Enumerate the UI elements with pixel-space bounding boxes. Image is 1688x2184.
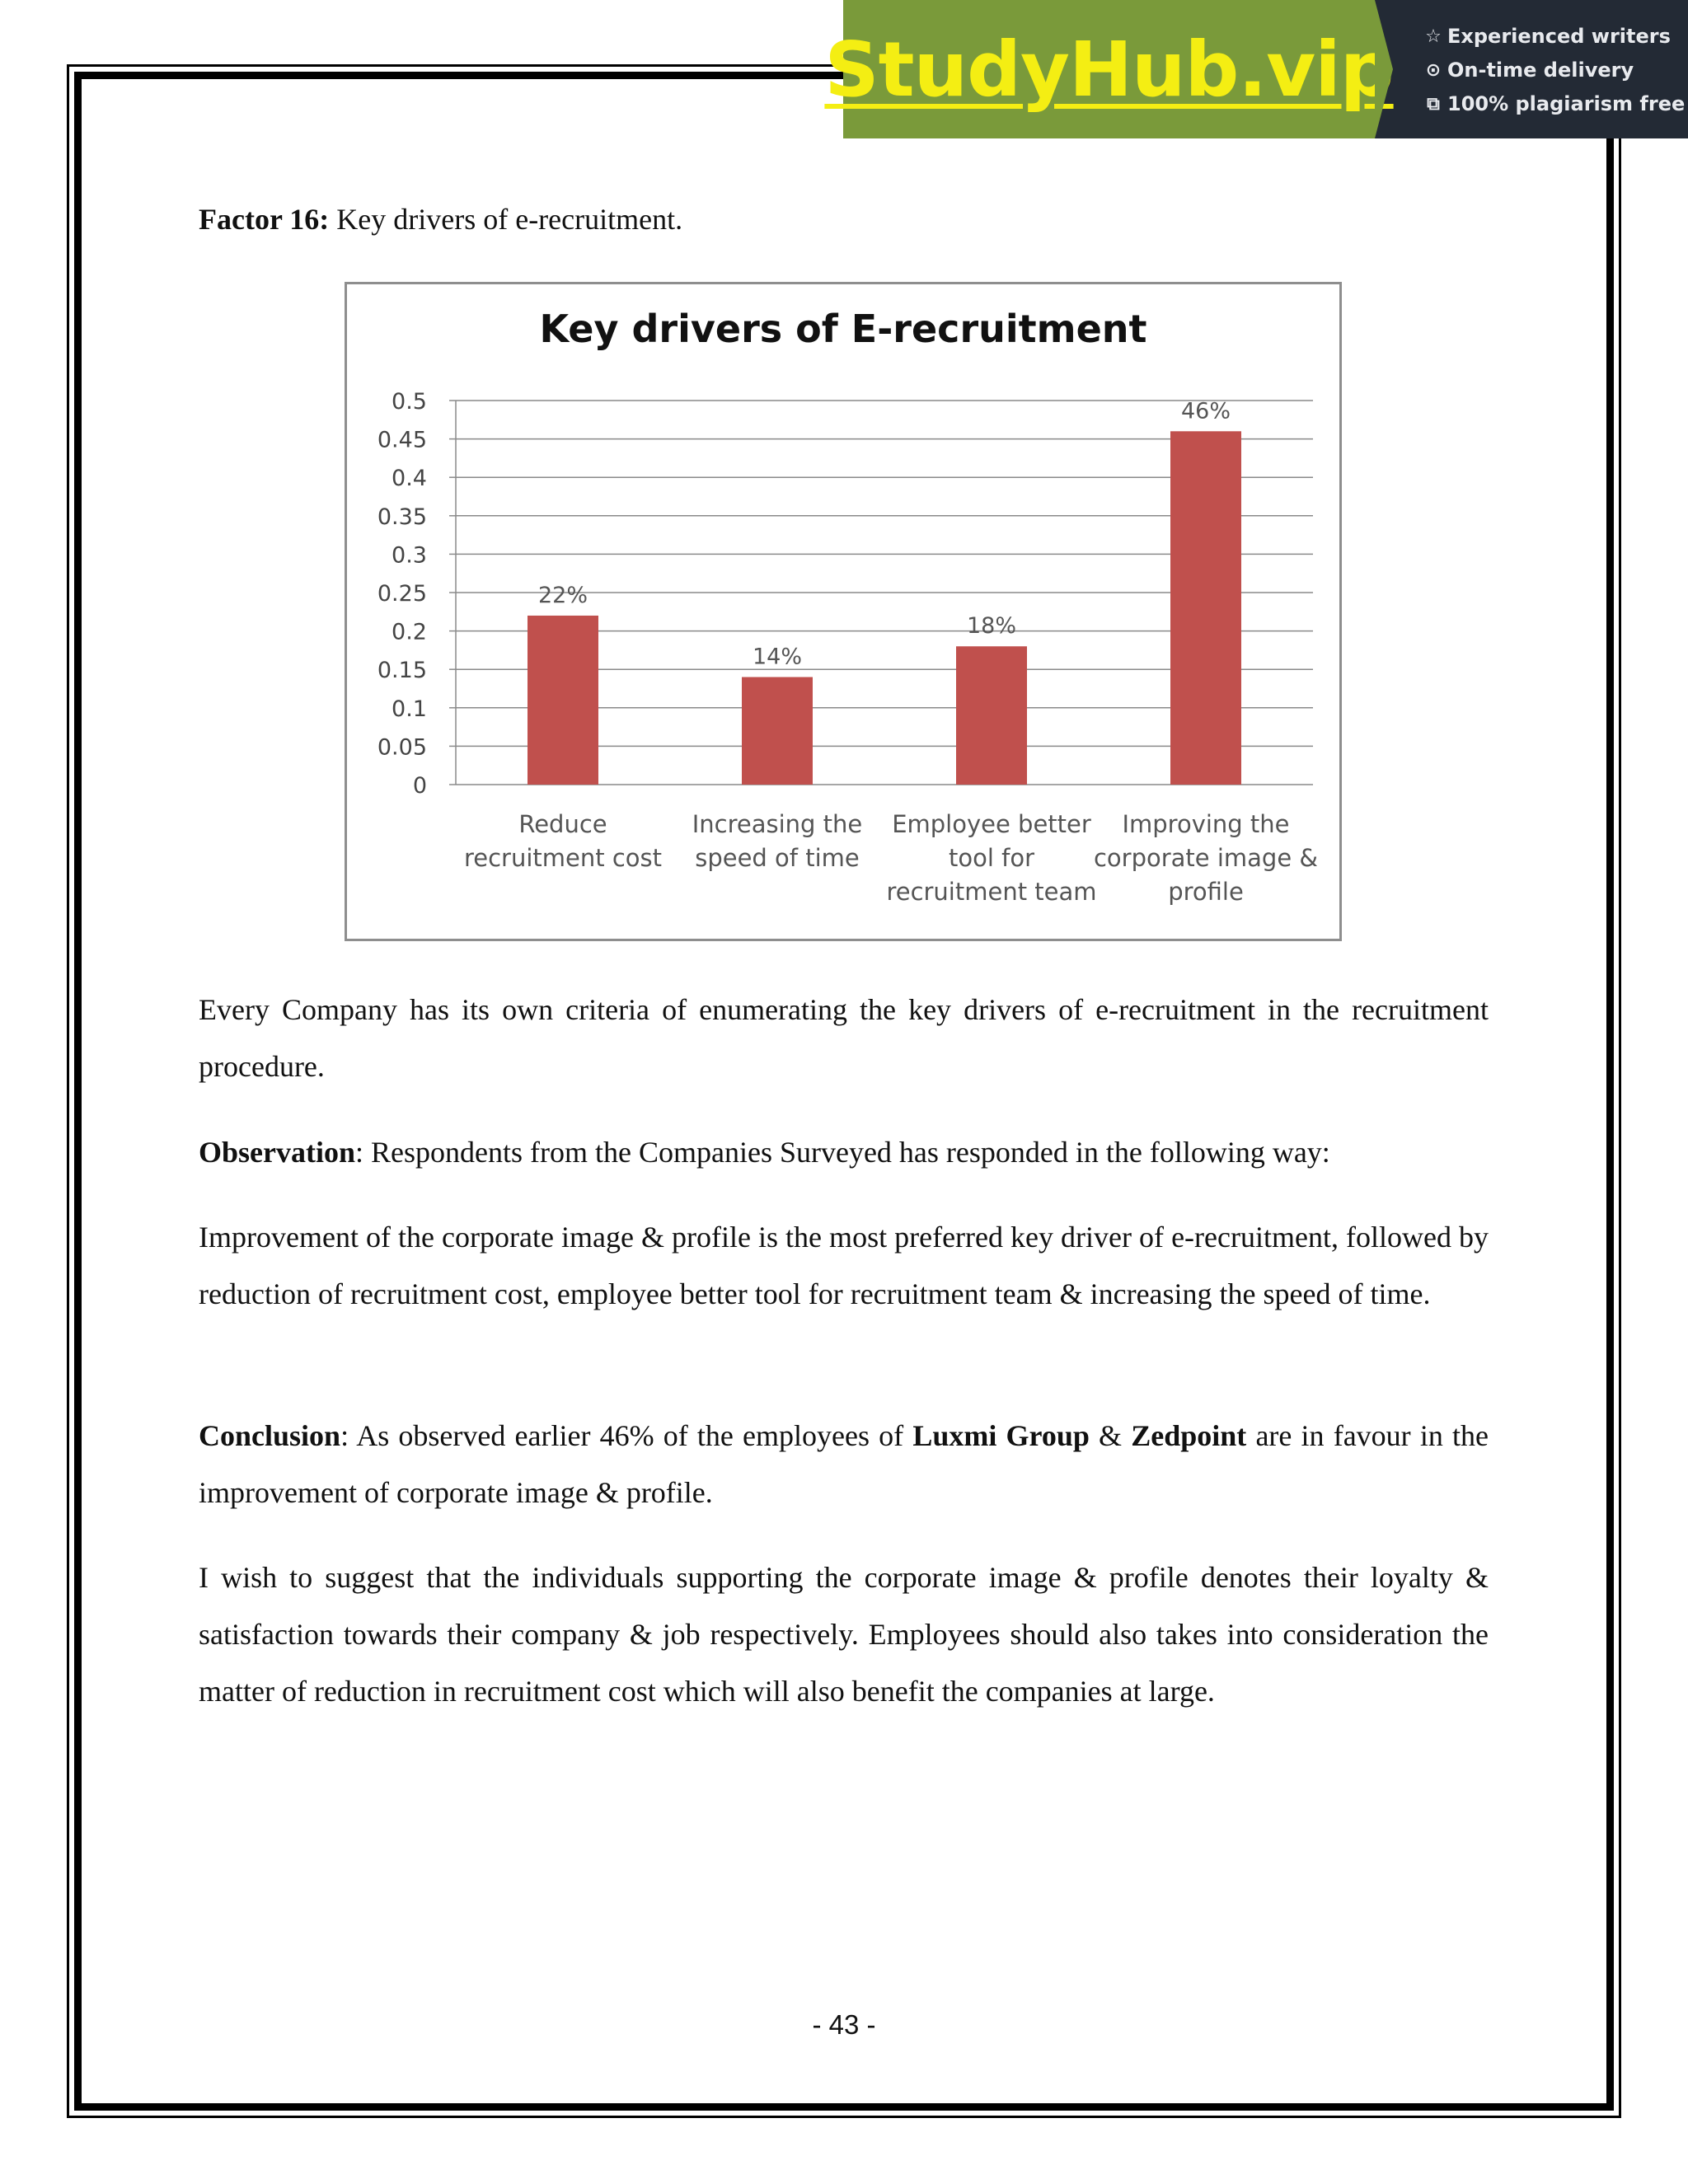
copy-icon: ⧉ xyxy=(1427,94,1440,115)
conclusion-text: are in favour in the improvement of corporate image & profile. xyxy=(199,1419,1489,1509)
paragraph-suggestion-text: I wish to suggest that the individuals supporting the corporate image & profile denotes their loyalty & satisfaction towards their company & job respectively. Employees should also takes into consideration the matter of reduction in recruitment cost which will also benefit the companies at large. xyxy=(199,1561,1489,1708)
y-tick-label: 0.3 xyxy=(392,542,427,569)
factor-heading xyxy=(199,196,682,242)
factor-heading-label: Factor 16: xyxy=(199,203,330,236)
company-name-luxmi: Luxmi Group xyxy=(912,1419,1090,1452)
feature-item xyxy=(1424,54,1688,87)
y-tick-label: 0.1 xyxy=(392,696,427,722)
category-label: Employee better xyxy=(892,810,1091,838)
conclusion-text: & xyxy=(1089,1419,1132,1452)
factor-heading-text: Key drivers of e-recruitment. xyxy=(329,203,683,236)
paragraph-findings xyxy=(199,1209,1489,1323)
category-label: recruitment cost xyxy=(463,844,663,872)
category-label: corporate image & xyxy=(1093,844,1319,872)
conclusion-paragraph xyxy=(199,1408,1489,1521)
bar-chart xyxy=(345,282,1342,941)
feature-item xyxy=(1424,20,1688,54)
clock-icon: ⊙ xyxy=(1425,60,1442,81)
y-tick-label: 0.2 xyxy=(392,619,427,645)
paragraph-intro xyxy=(199,982,1489,1095)
star-icon: ☆ xyxy=(1425,26,1442,47)
category-label: recruitment team xyxy=(886,878,1097,906)
brand-logo[interactable]: StudyHub.vip xyxy=(824,25,1394,114)
y-tick-label: 0.5 xyxy=(392,389,427,415)
observation-paragraph xyxy=(199,1124,1489,1181)
category-label: Improving the xyxy=(1122,810,1290,838)
conclusion-text: : As observed earlier 46% of the employees of xyxy=(340,1419,913,1452)
bar xyxy=(956,646,1027,785)
paragraph-suggestion xyxy=(199,1549,1489,1720)
features-panel xyxy=(1375,0,1688,138)
y-tick-label: 0 xyxy=(412,773,427,799)
category-label: profile xyxy=(1168,878,1244,906)
bar xyxy=(1170,431,1241,785)
observation-label: Observation xyxy=(199,1136,356,1169)
y-tick-label: 0.25 xyxy=(377,581,427,607)
data-label: 22% xyxy=(537,582,588,608)
category-label: Reduce xyxy=(518,810,607,838)
y-tick-label: 0.35 xyxy=(377,504,427,530)
data-label: 46% xyxy=(1180,398,1231,424)
category-label: tool for xyxy=(948,844,1035,872)
y-tick-label: 0.05 xyxy=(377,734,427,761)
bar xyxy=(742,677,813,785)
chart-title: Key drivers of E-recruitment xyxy=(539,307,1147,351)
brand-panel[interactable] xyxy=(824,0,1394,138)
y-tick-label: 0.45 xyxy=(377,427,427,453)
conclusion-label: Conclusion xyxy=(199,1419,341,1452)
data-label: 14% xyxy=(752,644,803,670)
category-label: Increasing the xyxy=(692,810,863,838)
paragraph-intro-text: Every Company has its own criteria of enumerating the key drivers of e-recruitment in the recruitment procedure. xyxy=(199,993,1489,1083)
y-tick-label: 0.15 xyxy=(377,658,427,684)
observation-text: : Respondents from the Companies Surveyed has responded in the following way: xyxy=(355,1136,1330,1169)
paragraph-findings-text: Improvement of the corporate image & profile is the most preferred key driver of e-recruitment, followed by reduction of recruitment cost, employee better tool for recruitment team & increasing the speed of time. xyxy=(199,1221,1489,1310)
bar-chart-svg xyxy=(347,284,1339,939)
feature-item xyxy=(1424,87,1688,121)
bar xyxy=(528,616,598,785)
page-number: - 43 - xyxy=(812,2009,876,2040)
data-label: 18% xyxy=(966,613,1017,640)
company-name-zedpoint: Zedpoint xyxy=(1131,1419,1247,1452)
y-tick-label: 0.4 xyxy=(392,466,427,492)
studyhub-banner[interactable] xyxy=(824,0,1688,138)
feature-label: On-time delivery xyxy=(1447,59,1634,82)
feature-label: Experienced writers xyxy=(1447,25,1671,48)
feature-label: 100% plagiarism free xyxy=(1447,92,1686,115)
category-label: speed of time xyxy=(695,844,860,872)
